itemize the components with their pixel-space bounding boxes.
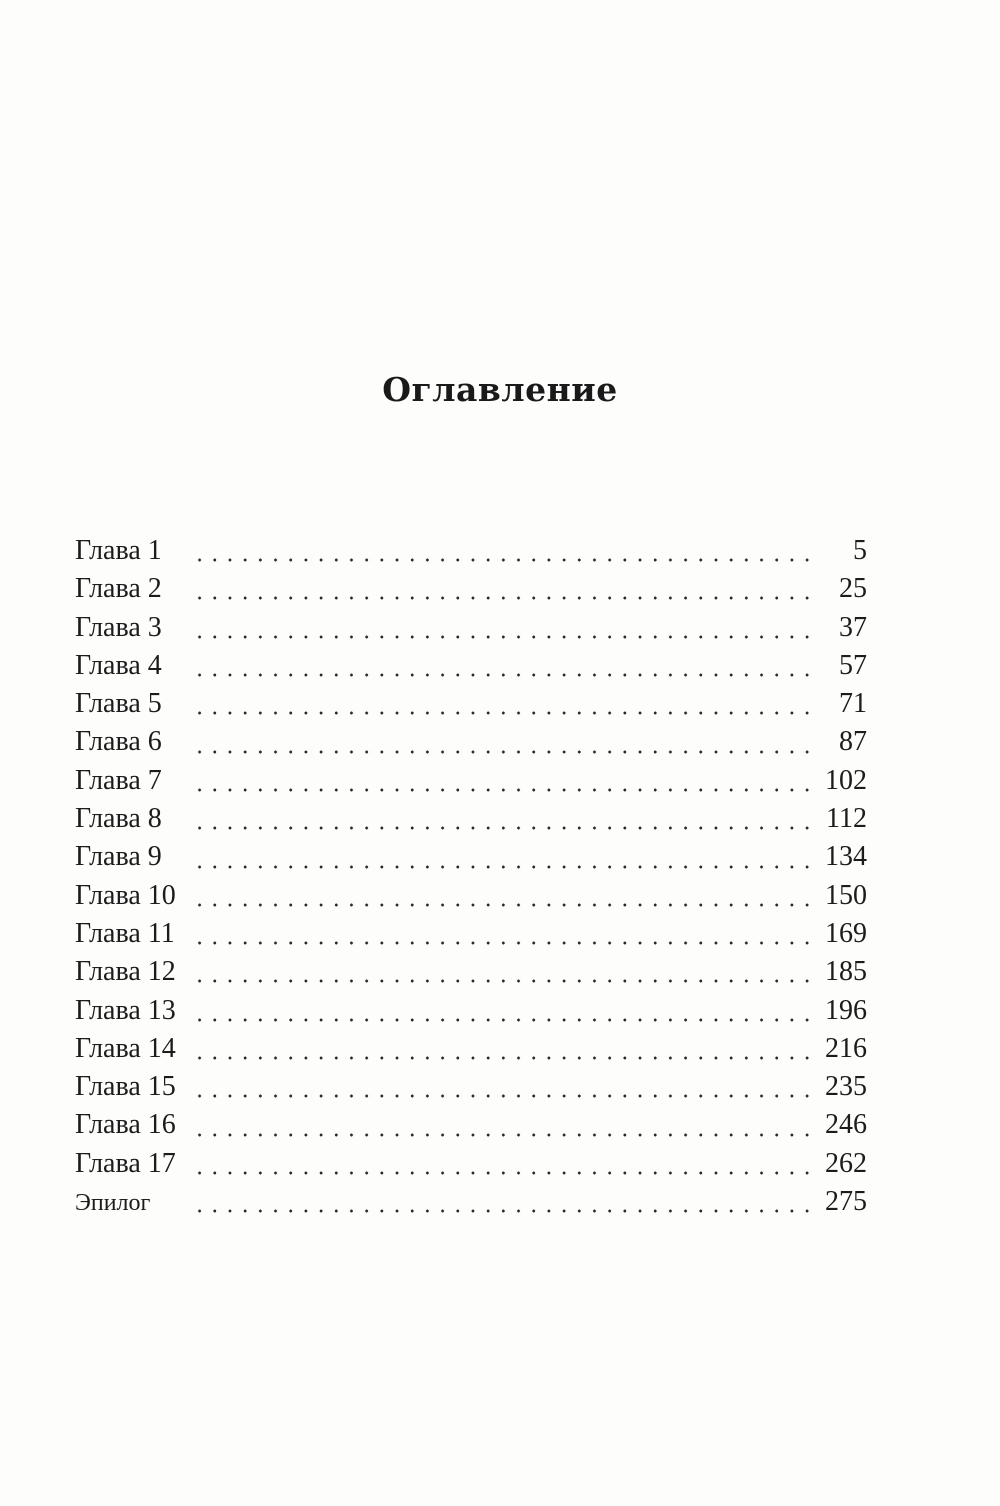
dot-leader bbox=[192, 555, 815, 565]
dot-leader bbox=[192, 938, 813, 948]
dot-leader bbox=[192, 708, 815, 718]
toc-entry-label: Глава 1 bbox=[75, 535, 162, 566]
dot-leader bbox=[192, 900, 813, 910]
toc-entry-page: 134 bbox=[825, 841, 867, 873]
toc-entry-page: 25 bbox=[839, 573, 867, 605]
toc-entry-label: Глава 14 bbox=[75, 1032, 176, 1064]
toc-entry-label: Эпилог bbox=[75, 1190, 151, 1217]
toc-entry bbox=[75, 915, 867, 953]
toc-entry-label: Глава 8 bbox=[75, 803, 162, 835]
toc-entry-label: Глава 15 bbox=[75, 1071, 176, 1103]
toc-entry bbox=[75, 1068, 867, 1106]
toc-entry-page: 112 bbox=[826, 803, 867, 835]
toc-entry-label: Глава 9 bbox=[75, 841, 162, 873]
toc-entry-page: 87 bbox=[839, 726, 867, 758]
toc-entry bbox=[75, 1106, 867, 1144]
toc-entry-label: Глава 4 bbox=[75, 649, 162, 681]
toc-entry-page: 169 bbox=[825, 917, 867, 949]
dot-leader bbox=[192, 823, 814, 833]
toc-entry-page: 185 bbox=[825, 956, 867, 988]
dot-leader bbox=[192, 1091, 813, 1101]
toc-entry-page: 5 bbox=[853, 535, 867, 566]
toc-entry-page: 216 bbox=[825, 1032, 867, 1064]
toc-entry-label: Глава 2 bbox=[75, 573, 162, 605]
toc-entry bbox=[75, 685, 867, 723]
toc-entry bbox=[75, 762, 867, 800]
toc-entry-label: Глава 11 bbox=[75, 917, 175, 949]
toc-entry bbox=[75, 532, 867, 570]
toc-entry bbox=[75, 609, 867, 647]
toc-entry bbox=[75, 877, 867, 915]
toc-entry-page: 196 bbox=[825, 994, 867, 1026]
toc-entry-page: 102 bbox=[825, 764, 867, 796]
dot-leader bbox=[192, 1206, 813, 1216]
dot-leader bbox=[192, 1168, 813, 1178]
toc-entry bbox=[75, 570, 867, 608]
toc-entry-label: Глава 7 bbox=[75, 764, 162, 796]
dot-leader bbox=[192, 632, 815, 642]
toc-entry-label: Глава 6 bbox=[75, 726, 162, 758]
toc-entry-page: 275 bbox=[825, 1186, 867, 1218]
toc-entry bbox=[75, 1030, 867, 1068]
toc-entry-label: Глава 12 bbox=[75, 956, 176, 988]
toc-entry bbox=[75, 647, 867, 685]
toc-entry-label: Глава 3 bbox=[75, 611, 162, 643]
toc-entry-page: 262 bbox=[825, 1147, 867, 1179]
toc-entry-page: 37 bbox=[839, 611, 867, 643]
toc-entry-epilog bbox=[75, 1183, 867, 1221]
dot-leader bbox=[192, 593, 815, 603]
toc-entry bbox=[75, 838, 867, 876]
dot-leader bbox=[192, 785, 813, 795]
toc-entry-page: 71 bbox=[839, 688, 867, 720]
toc-entry-label: Глава 5 bbox=[75, 688, 162, 720]
toc-entry-label: Глава 13 bbox=[75, 994, 176, 1026]
dot-leader bbox=[192, 862, 813, 872]
toc-entry-label: Глава 10 bbox=[75, 879, 176, 911]
dot-leader bbox=[192, 1053, 813, 1063]
toc-entry-page: 150 bbox=[825, 879, 867, 911]
toc-list bbox=[75, 532, 867, 1221]
toc-title: Оглавление bbox=[382, 370, 618, 409]
dot-leader bbox=[192, 1130, 813, 1140]
toc-entry bbox=[75, 723, 867, 761]
toc-entry-page: 57 bbox=[839, 649, 867, 681]
toc-entry-label: Глава 16 bbox=[75, 1109, 176, 1141]
dot-leader bbox=[192, 747, 815, 757]
toc-entry-label: Глава 17 bbox=[75, 1147, 176, 1179]
toc-entry bbox=[75, 800, 867, 838]
toc-entry bbox=[75, 992, 867, 1030]
toc-entry bbox=[75, 1145, 867, 1183]
dot-leader bbox=[192, 670, 815, 680]
toc-entry-page: 246 bbox=[825, 1109, 867, 1141]
toc-entry bbox=[75, 953, 867, 991]
dot-leader bbox=[192, 1015, 813, 1025]
toc-entry-page: 235 bbox=[825, 1071, 867, 1103]
dot-leader bbox=[192, 976, 813, 986]
